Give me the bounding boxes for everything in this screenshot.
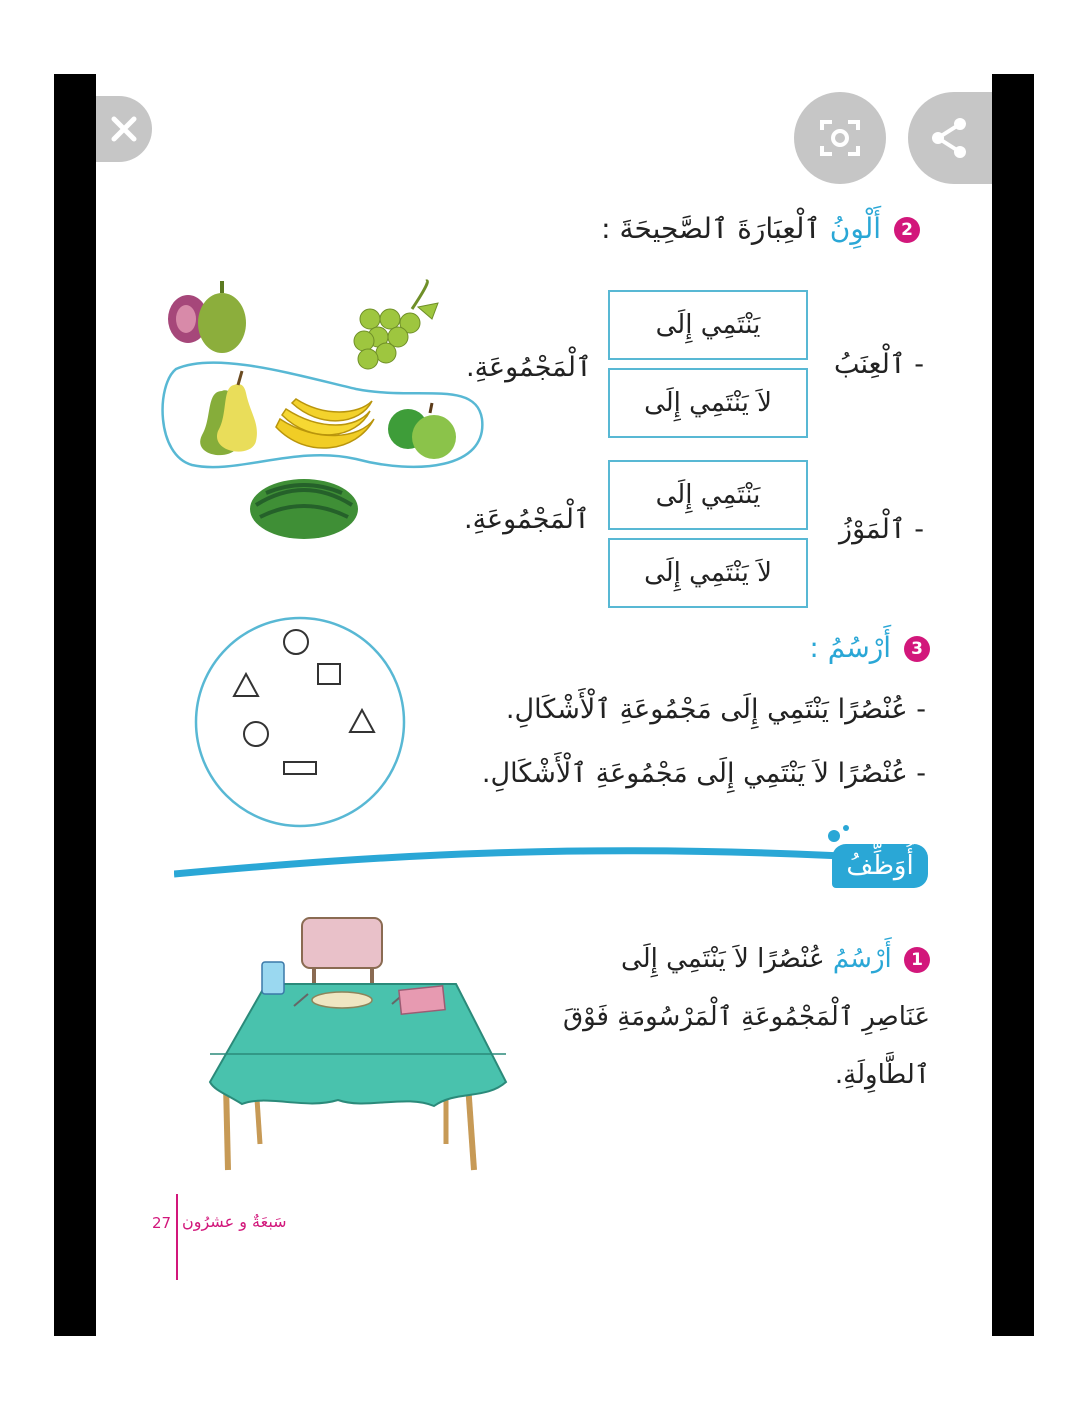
- plate-drawing: [312, 992, 372, 1008]
- fig-drawing: [168, 281, 246, 353]
- glass-drawing: [262, 962, 284, 994]
- shapes-set-illustration: [192, 614, 412, 834]
- grapes-drawing: [354, 281, 438, 369]
- item2-choice-no[interactable]: لاَ يَنْتَمِي إِلَى: [608, 538, 808, 608]
- apple-drawing: [388, 403, 456, 459]
- exercise1-number: 1: [904, 947, 930, 973]
- exercise1-line1: عُنْصُرًا لاَ يَنْتَمِي إِلَى: [621, 944, 825, 974]
- exercise2-heading: [601, 212, 920, 245]
- table-illustration: [206, 914, 516, 1184]
- item1-word: - ٱلْعِنَبُ: [833, 349, 924, 380]
- square-shape: [318, 664, 340, 684]
- footer-page-number: 27: [152, 1214, 172, 1232]
- item2-suffix: ٱلْمَجْمُوعَةِ.: [464, 504, 590, 535]
- footer-page-words: سَبعَةٌ و عشرُون: [182, 1212, 287, 1231]
- banana-drawing: [276, 399, 374, 448]
- item1-suffix: ٱلْمَجْمُوعَةِ.: [466, 352, 592, 383]
- lens-button[interactable]: [794, 92, 886, 184]
- exercise3-number: 3: [904, 636, 930, 662]
- item2-word: - ٱلْمَوْزُ: [839, 514, 924, 545]
- exercise1-line3: ٱلطَّاوِلَةِ.: [834, 1060, 930, 1090]
- close-icon: [107, 112, 141, 146]
- shapes-set-boundary: [196, 618, 404, 826]
- left-black-bar: [54, 74, 96, 1336]
- textbook-page: [96, 74, 992, 1336]
- circle-shape: [284, 630, 308, 654]
- item1-choice-no[interactable]: لاَ يَنْتَمِي إِلَى: [608, 368, 808, 438]
- exercise3-verb: أَرْسُمُ :: [809, 631, 892, 664]
- item1-choice-yes[interactable]: يَنْتَمِي إِلَى: [608, 290, 808, 360]
- share-button[interactable]: [908, 92, 992, 184]
- triangle-shape: [350, 710, 374, 732]
- exercise2-instruction: ٱلْعِبَارَةَ ٱلصَّحِيحَةَ :: [601, 212, 821, 245]
- napkin-drawing: [399, 986, 445, 1014]
- exercise1-text: [530, 930, 930, 1104]
- exercise3-heading: [809, 631, 930, 664]
- chair-drawing: [302, 918, 382, 994]
- item2-choice-yes[interactable]: يَنْتَمِي إِلَى: [608, 460, 808, 530]
- right-black-bar: [992, 74, 1034, 1336]
- exercise3-line2: - عُنْصُرًا لاَ يَنْتَمِي إِلَى مَجْمُوعَةِ ٱلْأَشْكَالِ.: [481, 758, 926, 789]
- share-icon: [926, 114, 974, 162]
- pear-drawing: [200, 371, 257, 455]
- exercise2-number: 2: [894, 217, 920, 243]
- circle-shape: [244, 722, 268, 746]
- rectangle-shape: [284, 762, 316, 774]
- exercise3-line1: - عُنْصُرًا يَنْتَمِي إِلَى مَجْمُوعَةِ ٱلْأَشْكَالِ.: [505, 694, 926, 725]
- triangle-shape: [234, 674, 258, 696]
- footer-divider: [176, 1194, 178, 1280]
- fruit-set-illustration: [156, 279, 496, 549]
- exercise2-verb: أَلْوِنُ: [829, 212, 882, 245]
- close-button[interactable]: [96, 96, 152, 162]
- exercise1-line2: عَنَاصِرِ ٱلْمَجْمُوعَةِ ٱلْمَرْسُومَةِ فَوْقَ: [562, 1002, 930, 1032]
- watermelon-drawing: [250, 479, 358, 539]
- exercise1-verb: أَرْسُمُ: [832, 944, 892, 974]
- section-banner: أُوَظِّفُ: [832, 844, 928, 888]
- lens-icon: [816, 114, 864, 162]
